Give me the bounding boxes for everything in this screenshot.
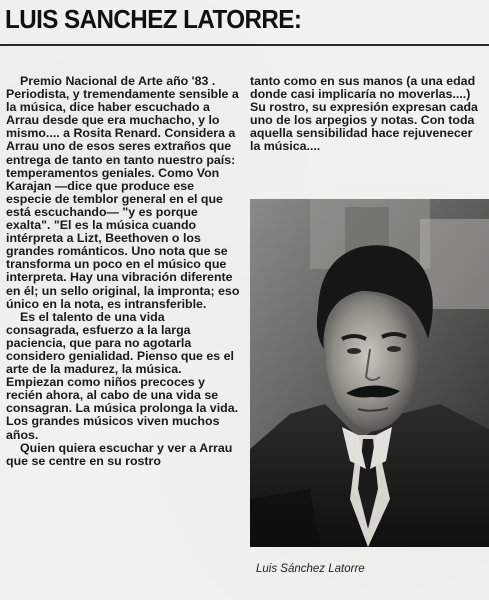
article-paragraph: tanto como en sus manos (a una edad donde casi implicaría no moverlas....) Su rostro, su expresión expresan cada uno de los arpegios y notas. Con toda aquella sensibilidad hace rejuvenecer la música.... (250, 74, 478, 154)
photo-caption: Luis Sánchez Latorre (256, 563, 365, 575)
article-column-left (6, 75, 240, 468)
article-column-right (250, 75, 484, 154)
article-paragraph: Es el talento de una vida consagrada, esfuerzo a la larga paciencia, que para no agotarla considero genialidad. Pienso que es el arte de la madurez, la música. Empiezan como niños precoces y recién ahora, al cabo de una vida se consagran. La música prolonga la vida. Los grandes músicos viven muchos años. (6, 309, 239, 442)
portrait-illustration (250, 199, 489, 547)
article-headline: LUIS SANCHEZ LATORRE: (5, 4, 302, 34)
article-paragraph: Quien quiera escuchar y ver a Arrau que se centre en su rostro (6, 440, 233, 468)
article-paragraph: Premio Nacional de Arte año '83 . Periodista, y tremendamente sensible a la música, dice haber escuchado a Arrau desde que era muchacho, y lo mismo.... a Rosita Renard. Considera a Arrau uno de esos seres extraños que entrega de tanto en tanto nuestro país: temperamentos geniales. Como Von Karajan —dice que produce ese especie de temblor general en el que está escuchando— "y es porque exalta". "El es la música cuando intérpreta a Lizt, Beethoven o los grandes románticos. Uno nota que se transforma un poco en el músico que interpreta. Hay una vibración diferente en él; un sello original, la impronta; eso único en la nota, es intransferible. (6, 74, 240, 311)
portrait-photo (250, 199, 489, 547)
headline-rule (0, 44, 489, 46)
